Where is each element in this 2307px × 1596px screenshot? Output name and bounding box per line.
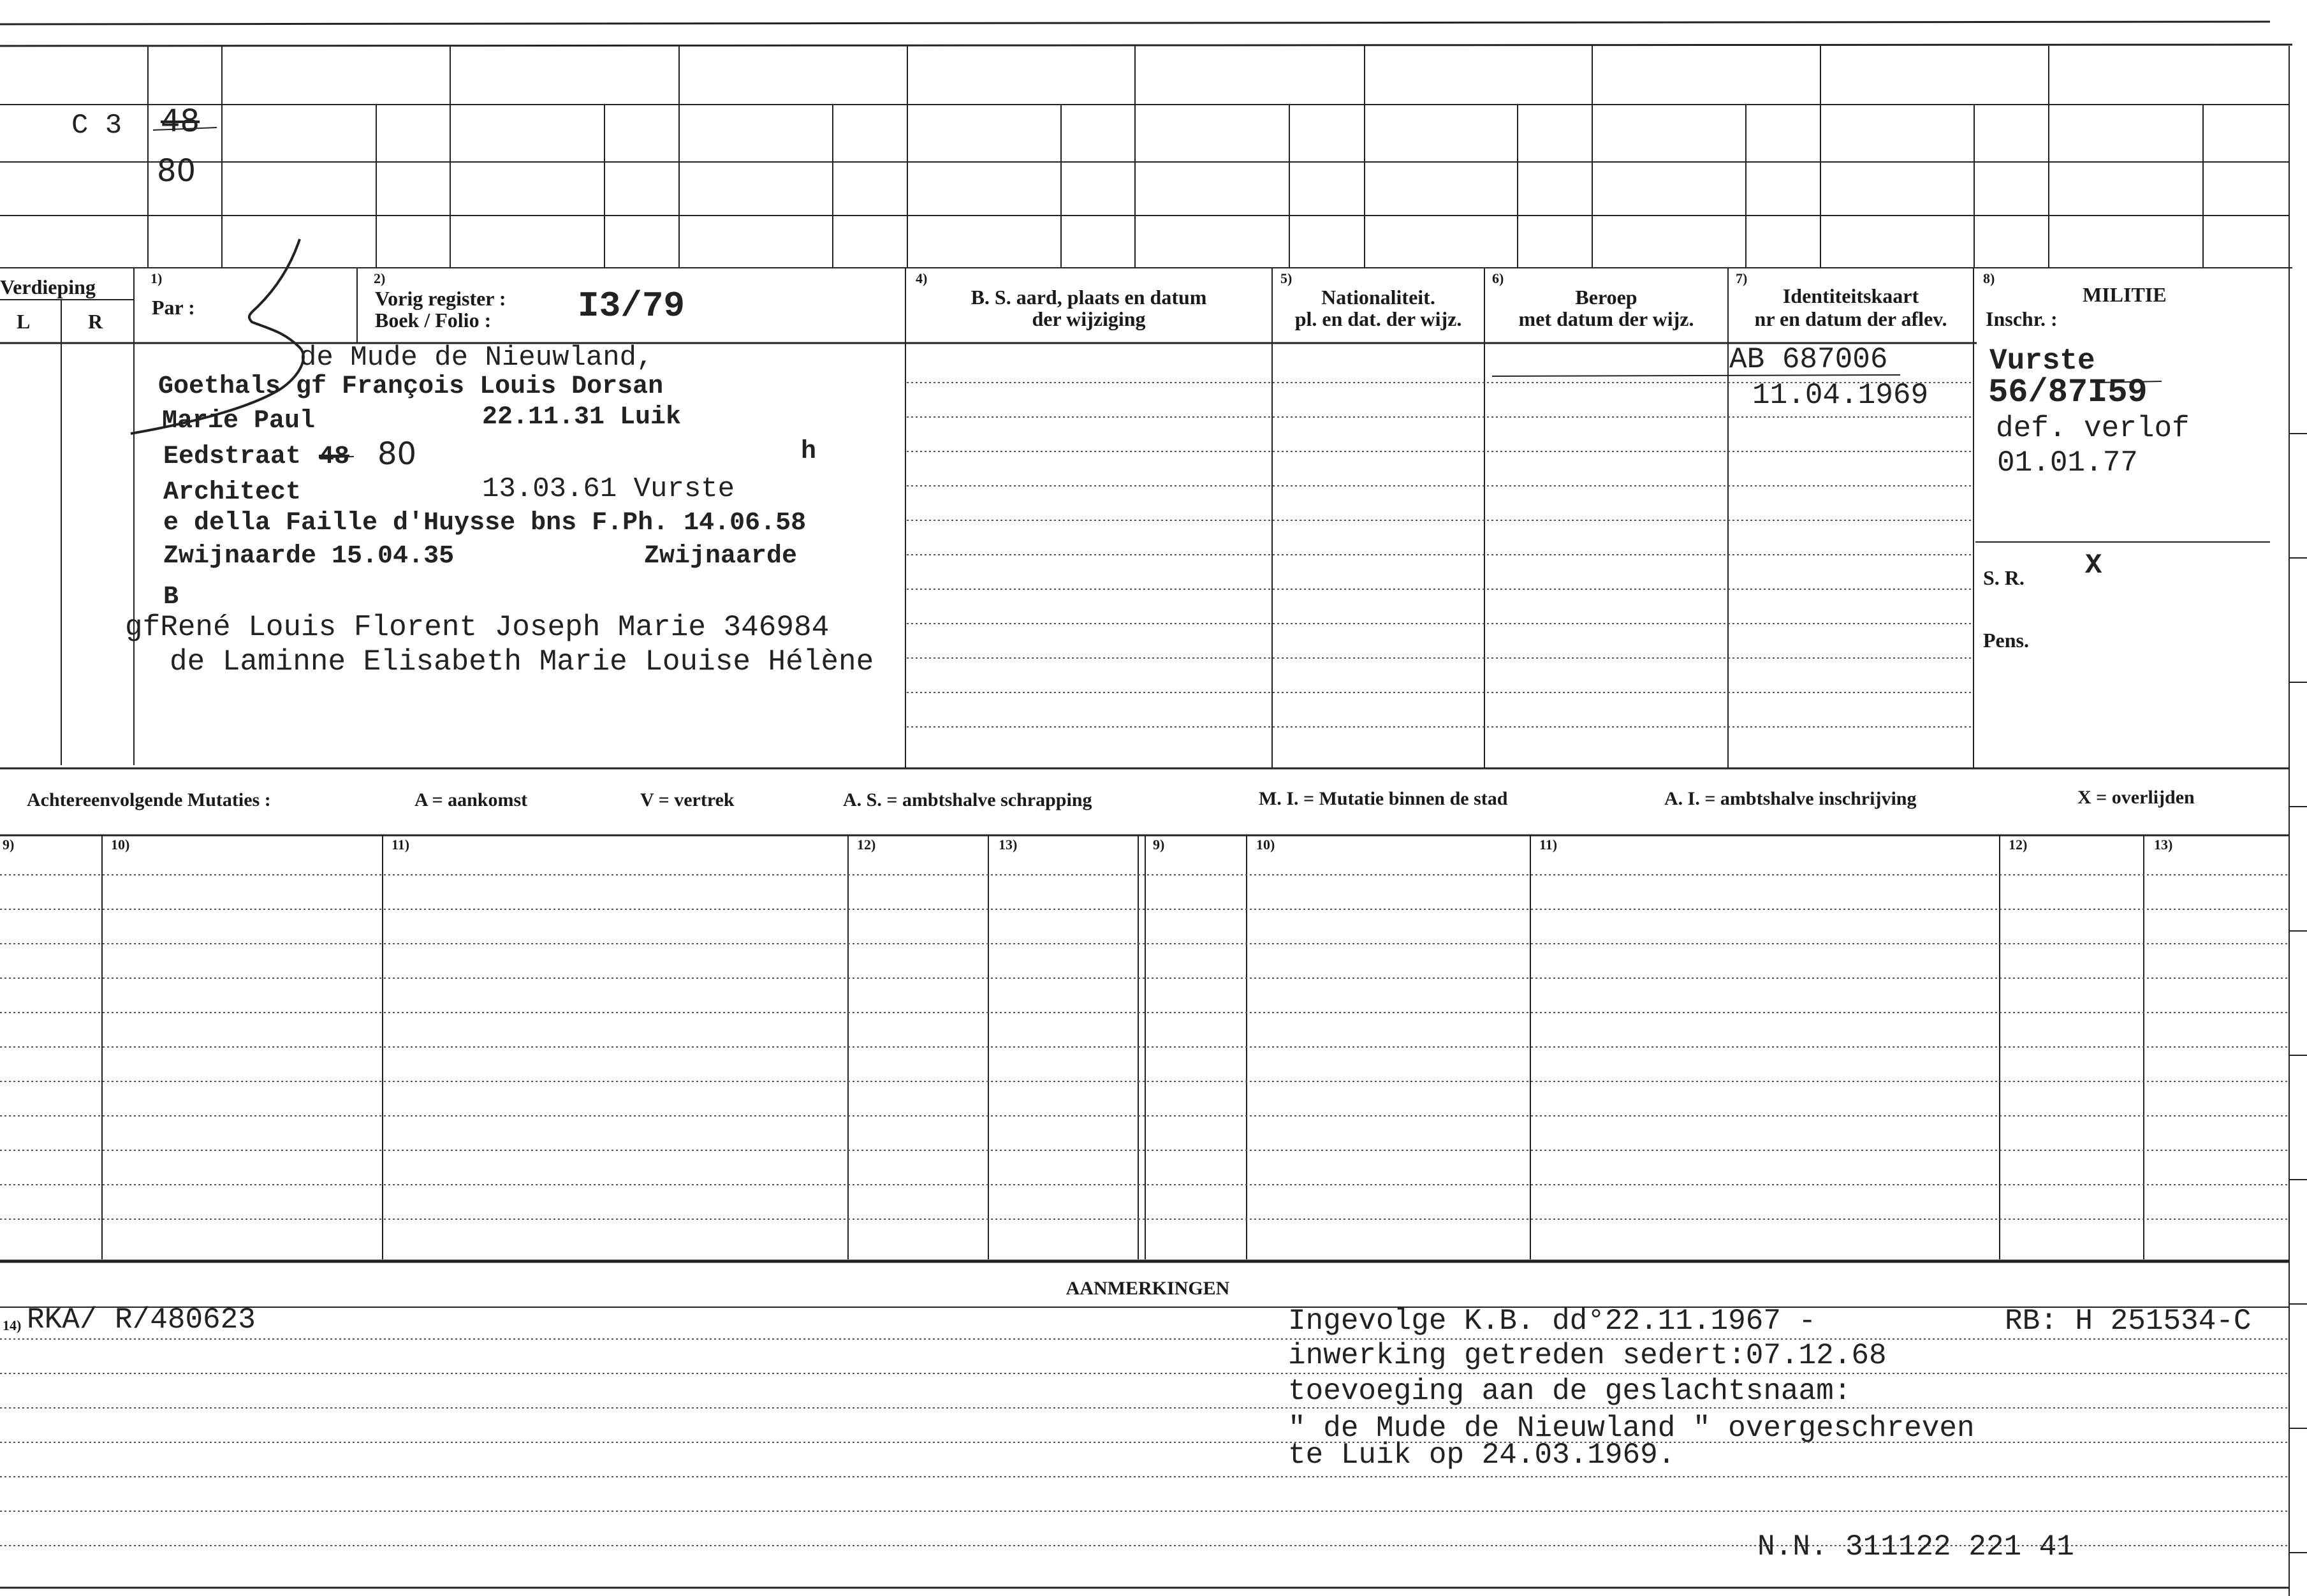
id-card-line1: Identiteitskaart: [1782, 284, 1919, 307]
book-folio-label: Boek / Folio :: [375, 309, 492, 332]
person-line-6: e della Faille d'Huysse bns F.Ph. 14.06.58: [163, 509, 807, 538]
person-line-3b: 22.11.31 Luik: [482, 403, 682, 432]
person-line-10: de Laminne Elisabeth Marie Louise Hélène: [170, 645, 874, 678]
mutation-v: V = vertrek: [640, 789, 735, 810]
nationality-line1: Nationaliteit.: [1321, 286, 1435, 309]
person-line-8: B: [163, 583, 179, 611]
profession-num: 6): [1492, 270, 1504, 286]
par-label: Par :: [152, 296, 195, 319]
mutation-as: A. S. = ambtshalve schrapping: [843, 789, 1092, 810]
militia-title: MILITIE: [2083, 283, 2167, 306]
struck-number: 48: [161, 103, 200, 139]
militia-number: 56/87I59: [1988, 374, 2148, 411]
mutation-ai: A. I. = ambtshalve inschrijving: [1664, 788, 1917, 809]
remarks-rka: RKA/ R/480623: [27, 1303, 256, 1336]
id-card-num: 7): [1736, 270, 1748, 286]
remarks-title: AANMERKINGEN: [1066, 1278, 1230, 1299]
person-line-4c: h: [801, 437, 817, 466]
id-card-line2: nr en datum der aflev.: [1754, 307, 1947, 330]
code-value: C 3: [71, 110, 122, 142]
mut-col-10b: 10): [1256, 837, 1275, 853]
person-line-2: Goethals gf François Louis Dorsan: [158, 372, 664, 401]
profession-line2: met datum der wijz.: [1518, 307, 1694, 330]
remarks-line-2: inwerking getreden sedert:07.12.68: [1288, 1339, 1887, 1372]
person-line-9: gfRené Louis Florent Joseph Marie 346984: [125, 611, 830, 644]
nationality-line2: pl. en dat. der wijz.: [1294, 307, 1462, 330]
person-line-5a: Architect: [163, 478, 302, 507]
pens-label: Pens.: [1983, 629, 2029, 652]
bs-num: 4): [916, 270, 928, 286]
sr-label: S. R.: [1983, 566, 2025, 589]
militia-status: def. verlof: [1996, 412, 2190, 445]
mut-col-13b: 13): [2154, 837, 2173, 853]
militia-date: 01.01.77: [1997, 446, 2138, 480]
remarks-line-5: te Luik op 24.03.1969.: [1288, 1439, 1676, 1472]
prev-register-num: 2): [374, 270, 386, 286]
mutation-mi: M. I. = Mutatie binnen de stad: [1259, 788, 1508, 809]
bs-line2: der wijziging: [1032, 307, 1146, 330]
remarks-num: 14): [3, 1317, 22, 1333]
militia-num: 8): [1983, 270, 1995, 286]
person-line-4b: 80: [377, 436, 417, 472]
floor-right-label: R: [88, 310, 103, 333]
number-value: 80: [157, 153, 196, 189]
remarks-line-3: toevoeging aan de geslachtsnaam:: [1288, 1375, 1852, 1408]
remarks-line-1: Ingevolge K.B. dd°22.11.1967 -: [1288, 1305, 1817, 1338]
person-line-4-struck: 48: [319, 443, 350, 471]
floor-left-label: L: [17, 310, 31, 333]
mut-col-12a: 12): [857, 837, 876, 853]
mutation-x: X = overlijden: [2077, 787, 2195, 808]
bs-line1: B. S. aard, plaats en datum: [970, 286, 1207, 309]
nationality-num: 5): [1280, 270, 1293, 286]
id-card-number: AB 687006: [1729, 343, 1888, 376]
mut-col-11a: 11): [392, 837, 410, 853]
remarks-nn: N.N. 311122 221 41: [1757, 1530, 2074, 1563]
person-line-7a: Zwijnaarde 15.04.35: [163, 542, 455, 571]
mut-col-10a: 10): [111, 837, 130, 853]
mutations-title: Achtereenvolgende Mutaties :: [27, 789, 271, 810]
id-card-date: 11.04.1969: [1752, 379, 1929, 412]
sr-value: X: [2085, 550, 2102, 582]
remarks-rb: RB: H 251534-C: [2005, 1305, 2252, 1338]
mut-col-9a: 9): [3, 837, 15, 853]
remarks-line-4: " de Mude de Nieuwland " overgeschreven: [1288, 1412, 1975, 1445]
mutation-a: A = aankomst: [414, 789, 528, 810]
person-line-1: de Mude de Nieuwland,: [300, 342, 654, 374]
prev-register-value: I3/79: [578, 286, 685, 326]
mut-col-12b: 12): [2009, 837, 2028, 853]
par-num: 1): [150, 270, 163, 286]
mut-col-11b: 11): [1539, 837, 1558, 853]
militia-place: Vurste: [1989, 344, 2095, 377]
person-line-4a: Eedstraat: [163, 443, 302, 471]
mut-col-13a: 13): [999, 837, 1018, 853]
profession-line1: Beroep: [1575, 286, 1637, 309]
person-line-5b: 13.03.61 Vurste: [482, 473, 735, 505]
person-line-7b: Zwijnaarde: [644, 542, 798, 571]
prev-register-label: Vorig register :: [375, 287, 506, 310]
mut-col-9b: 9): [1153, 837, 1165, 853]
militia-inschr-label: Inschr. :: [1986, 307, 2058, 330]
person-line-3a: Marie Paul: [162, 407, 316, 436]
floor-label: Verdieping: [0, 275, 96, 298]
